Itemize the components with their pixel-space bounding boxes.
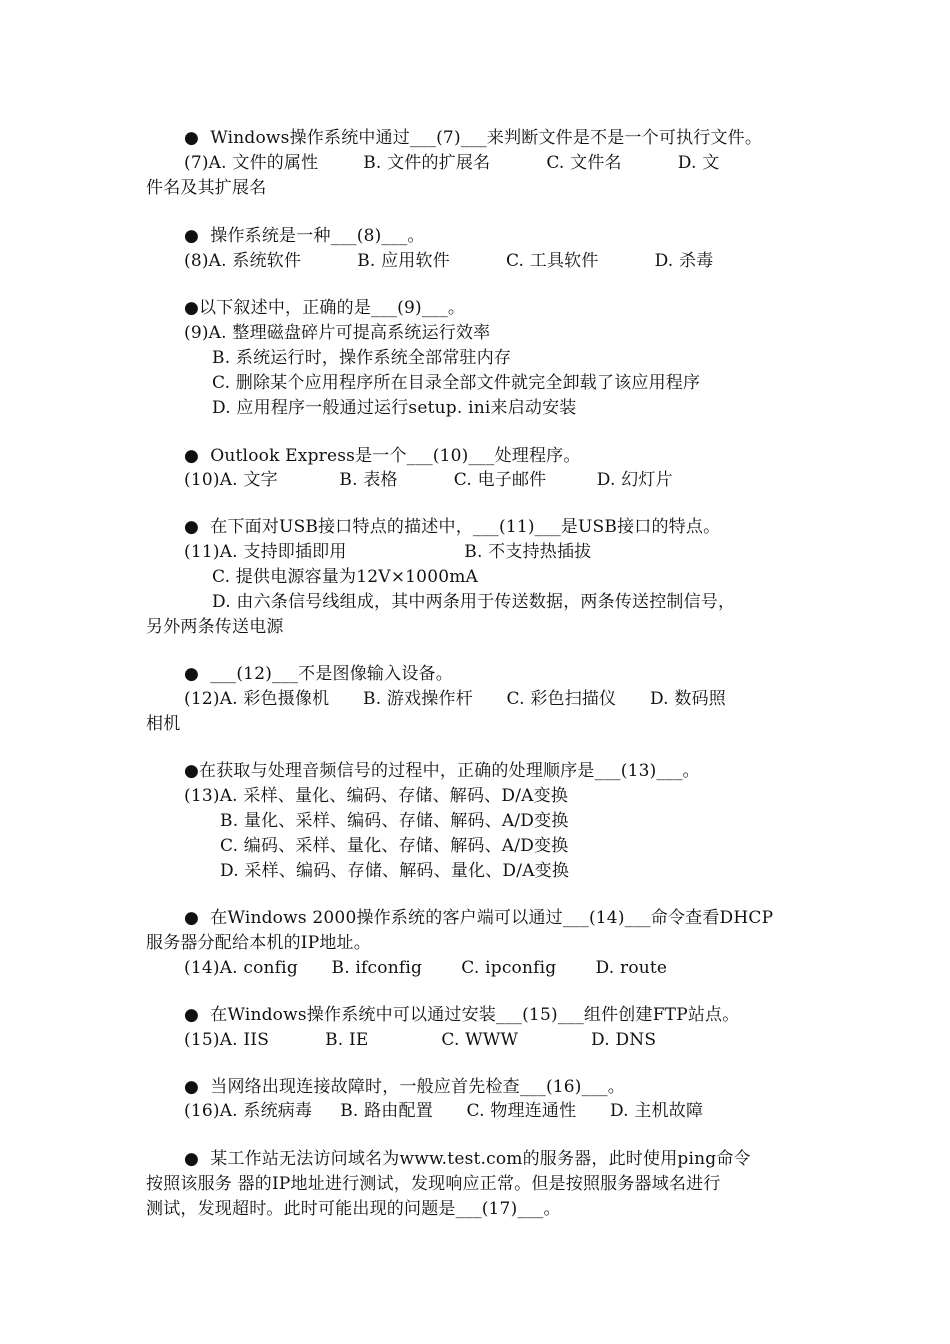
question-7-options-cont: 件名及其扩展名 <box>146 178 267 198</box>
question-12-stem: ● ___(12)___不是图像输入设备。 <box>184 664 453 684</box>
question-10-stem: ● Outlook Express是一个___(10)___处理程序。 <box>184 446 581 466</box>
question-17-stem-cont-1: 按照该服务 器的IP地址进行测试，发现响应正常。但是按照服务器域名进行 <box>146 1174 721 1194</box>
question-14-stem-cont: 服务器分配给本机的IP地址。 <box>146 933 371 953</box>
question-11-option-d-cont: 另外两条传送电源 <box>146 617 284 637</box>
question-16-stem: ● 当网络出现连接故障时，一般应首先检查___(16)___。 <box>184 1077 625 1097</box>
question-15-stem: ● 在Windows操作系统中可以通过安装___(15)___组件创建FTP站点。 <box>184 1005 740 1025</box>
question-13-option-d: D. 采样、编码、存储、解码、量化、D/A变换 <box>220 861 570 881</box>
question-17-stem: ● 某工作站无法访问域名为www.test.com的服务器，此时使用ping命令 <box>184 1149 751 1169</box>
question-8-options: (8)A. 系统软件 B. 应用软件 C. 工具软件 D. 杀毒 <box>184 251 714 271</box>
question-13-option-b: B. 量化、采样、编码、存储、解码、A/D变换 <box>220 811 569 831</box>
question-9-option-b: B. 系统运行时，操作系统全部常驻内存 <box>212 348 512 368</box>
question-9-option-d: D. 应用程序一般通过运行setup. ini来启动安装 <box>212 398 577 418</box>
question-16-options: (16)A. 系统病毒 B. 路由配置 C. 物理连通性 D. 主机故障 <box>184 1101 704 1121</box>
question-14-stem: ● 在Windows 2000操作系统的客户端可以通过___(14)___命令查看DHCP <box>184 908 774 928</box>
question-8-stem: ● 操作系统是一种___(8)___。 <box>184 226 425 246</box>
question-11-options-ab: (11)A. 支持即插即用 B. 不支持热插拔 <box>184 542 592 562</box>
question-11-option-d: D. 由六条信号线组成，其中两条用于传送数据，两条传送控制信号， <box>212 592 736 612</box>
question-13-option-a: (13)A. 采样、量化、编码、存储、解码、D/A变换 <box>184 786 569 806</box>
question-11-option-c: C. 提供电源容量为12V×1000mA <box>212 567 479 587</box>
question-7-stem: ● Windows操作系统中通过___(7)___来判断文件是不是一个可执行文件。 <box>184 128 763 148</box>
question-9-stem: ●以下叙述中，正确的是___(9)___。 <box>184 298 466 318</box>
question-7-options: (7)A. 文件的属性 B. 文件的扩展名 C. 文件名 D. 文 <box>184 153 720 173</box>
question-13-stem: ●在获取与处理音频信号的过程中，正确的处理顺序是___(13)___。 <box>184 761 700 781</box>
question-15-options: (15)A. IIS B. IE C. WWW D. DNS <box>184 1030 657 1050</box>
question-12-options-cont: 相机 <box>146 714 181 734</box>
question-11-stem: ● 在下面对USB接口特点的描述中，___(11)___是USB接口的特点。 <box>184 517 721 537</box>
question-9-option-a: (9)A. 整理磁盘碎片可提高系统运行效率 <box>184 323 491 343</box>
question-14-options: (14)A. config B. ifconfig C. ipconfig D. route <box>184 958 668 978</box>
question-17-stem-cont-2: 测试，发现超时。此时可能出现的问题是___(17)___。 <box>146 1199 561 1219</box>
question-9-option-c: C. 删除某个应用程序所在目录全部文件就完全卸载了该应用程序 <box>212 373 701 393</box>
question-12-options: (12)A. 彩色摄像机 B. 游戏操作杆 C. 彩色扫描仪 D. 数码照 <box>184 689 726 709</box>
question-13-option-c: C. 编码、采样、量化、存储、解码、A/D变换 <box>220 836 569 856</box>
question-10-options: (10)A. 文字 B. 表格 C. 电子邮件 D. 幻灯片 <box>184 470 673 490</box>
